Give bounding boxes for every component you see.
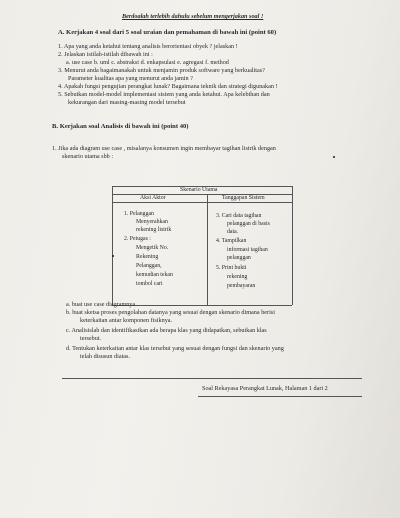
footer-rule-bottom: [198, 396, 362, 397]
system-step-line: informasi tagihan: [227, 247, 268, 253]
page-title: Berdoalah terlebih dahulu sebelum mengerjakan soal !: [122, 13, 264, 20]
section-a-heading: A. Kerjakan 4 soal dari 5 soal uraian dan pemahaman di bawah ini (point 60): [58, 29, 277, 36]
task-d: d. Tentukan keterkaitan antar klas tersebut yang sesuai dengan fungsi dan skenario yang: [66, 345, 284, 352]
task-a: a. buat use case diagramnya: [66, 301, 136, 308]
actor-step-line: kemudian tekan: [136, 272, 173, 278]
actor-step-line: 2. Petugas :: [124, 236, 151, 242]
ink-dot: [333, 156, 335, 158]
question-3: 3. Menurut anda bagaimanakah untuk menjamin produk software yang berkualitas?: [58, 67, 265, 74]
system-step-line: pelanggan: [227, 255, 251, 261]
table-title: Skenario Utama: [180, 186, 218, 193]
col-header-actor: Aksi Aktor: [140, 194, 166, 201]
question-3-cont: Parameter kualitas apa yang menurut anda jamin ?: [68, 75, 193, 82]
actor-step-line: rekening listrik: [136, 227, 172, 233]
system-step-line: 3. Cari data tagihan: [216, 213, 262, 219]
question-1: 1. Apa yang anda ketahui tentang analisis berorientasi obyek ? jelaskan !: [58, 43, 238, 50]
actor-step-line: Mengetik No.: [136, 245, 169, 251]
system-step-line: pembayaran: [227, 283, 256, 289]
col-header-system: Tanggapan Sistem: [222, 194, 265, 201]
actor-step-line: Pelanggan,: [136, 263, 162, 269]
question-2: 2. Jelaskan istilah-istilah dibawah ini :: [58, 51, 153, 58]
question-5-cont: kekurangan dari masing-masing model tersebut: [68, 99, 186, 106]
section-b-intro-cont: skenario utama sbb :: [62, 153, 114, 160]
system-step-line: data.: [227, 229, 239, 235]
question-5: 5. Sebutkan model-model implementasi sistem yang anda ketahui. Apa kelebihan dan: [58, 91, 270, 98]
actor-step-line: Rekening: [136, 254, 159, 260]
system-step-line: 5. Print bukti: [216, 265, 247, 271]
actor-step-line: Menyerahkan: [136, 219, 168, 225]
actor-step-line: tombol cari: [136, 281, 163, 287]
system-step-line: 4. Tampilkan: [216, 238, 247, 244]
section-b-heading: B. Kerjakan soal Analisis di bawah ini (point 40): [52, 123, 189, 130]
section-b-intro: 1. Jika ada diagram use case , misalanya konsumen ingin membayar tagihan listrik dengan: [52, 145, 276, 152]
question-4: 4. Apakah fungsi pengujian perangkat lunak? Bagaimana teknik dan strategi digunakan !: [58, 83, 278, 90]
question-2-terms: a. use case b. uml c. abstraksi d. enkapsulasi e. agregasi f. method: [66, 59, 229, 66]
system-step-line: rekening: [227, 274, 248, 280]
task-b-cont: keterkaitan antar komponen fisiknya.: [80, 317, 173, 324]
task-b: b. buat sketsa proses pengolahan datanya yang sesuai dengan skenario dimana berisi: [66, 309, 275, 316]
task-c-cont: tersebut.: [80, 335, 102, 342]
actor-step-line: 1. Pelanggan: [124, 211, 154, 217]
footer-text: Soal Rekayasa Perangkat Lunak, Halaman 1 dari 2: [202, 385, 328, 392]
task-d-cont: telah disusun diatas.: [80, 353, 131, 360]
footer-rule-top: [62, 378, 362, 379]
system-step-line: pelanggan di basis: [227, 221, 270, 227]
task-c: c. Analisislah dan identifikasikan ada berapa klas yang didapatkan, sebutkan klas: [66, 327, 267, 334]
